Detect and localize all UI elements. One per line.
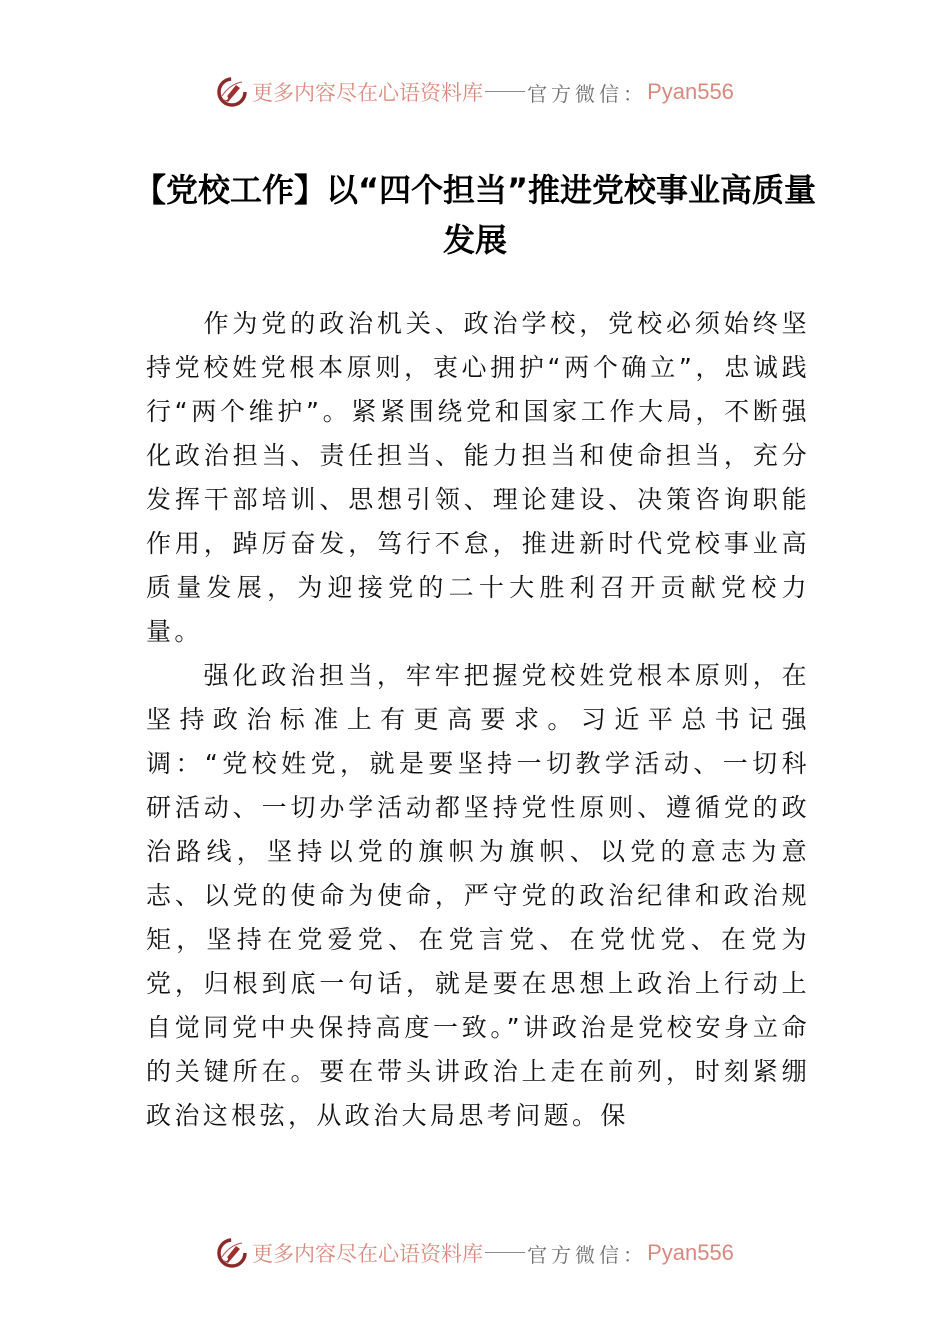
wechat-label: 官方微信：: [527, 1242, 648, 1267]
promo-text: 更多内容尽在心语资料库: [252, 1242, 484, 1266]
quill-pen-logo-icon: [216, 76, 248, 108]
wechat-id: Pyan556: [647, 1240, 734, 1265]
paragraph: 强化政治担当，牢牢把握党校姓党根本原则，在坚持政治标准上有更高要求。习近平总书记强调：“党校姓党，就是要坚持一切教学活动、一切科研活动、一切办学活动都坚持党性原则、遵循党的政治路线，坚持以党的旗帜为旗帜、以党的意志为意志、以党的使命为使命，严守党的政治纪律和政治规矩，坚持在党爱党、在党言党、在党忧党、在党为党，归根到底一句话，就是要在思想上政治上行动上自觉同党中央保持高度一致。”讲政治是党校安身立命的关键所在。要在带头讲政治上走在前列，时刻紧绷政治这根弦，从政治大局思考问题。保: [146, 661, 810, 1130]
header-banner: [0, 72, 950, 112]
banner-dash: [485, 1252, 525, 1253]
wechat-id: Pyan556: [647, 79, 734, 104]
paragraph: 作为党的政治机关、政治学校，党校必须始终坚持党校姓党根本原则，衷心拥护“两个确立”，忠诚践行“两个维护”。紧紧围绕党和国家工作大局，不断强化政治担当、责任担当、能力担当和使命担当，充分发挥干部培训、思想引领、理论建设、决策咨询职能作用，踔厉奋发，笃行不怠，推进新时代党校事业高质量发展，为迎接党的二十大胜利召开贡献党校力量。: [146, 309, 810, 646]
wechat-label: 官方微信：: [527, 81, 648, 106]
document-title: 【党校工作】以“四个担当”推进党校事业高质量发展: [133, 171, 817, 259]
document-body: [146, 302, 810, 1138]
footer-banner: [0, 1233, 950, 1273]
quill-pen-logo-icon: [216, 1237, 248, 1269]
banner-dash: [485, 91, 525, 92]
promo-text: 更多内容尽在心语资料库: [252, 81, 484, 105]
